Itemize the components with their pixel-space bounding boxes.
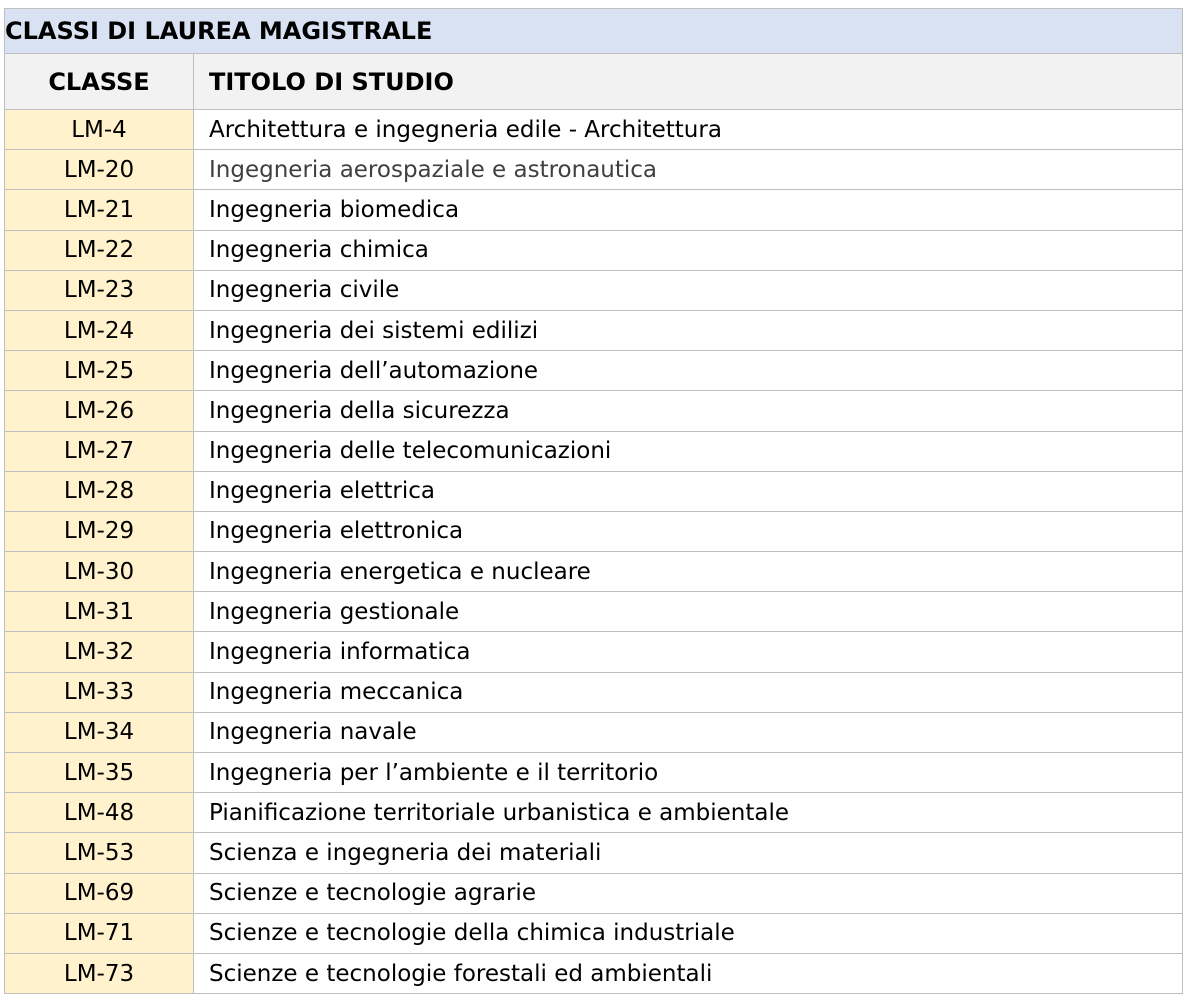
class-code: LM-4 bbox=[5, 110, 194, 150]
class-code: LM-26 bbox=[5, 391, 194, 431]
column-header-classe: CLASSE bbox=[5, 54, 194, 110]
table-row bbox=[5, 471, 1183, 511]
table-title-row bbox=[5, 9, 1183, 54]
class-code: LM-21 bbox=[5, 190, 194, 230]
class-code: LM-27 bbox=[5, 431, 194, 471]
class-code: LM-53 bbox=[5, 833, 194, 873]
class-code: LM-29 bbox=[5, 511, 194, 551]
degree-title: Ingegneria civile bbox=[194, 270, 1183, 310]
table-row bbox=[5, 230, 1183, 270]
degree-title: Scienze e tecnologie forestali ed ambientali bbox=[194, 953, 1183, 993]
degree-title: Ingegneria gestionale bbox=[194, 592, 1183, 632]
class-code: LM-23 bbox=[5, 270, 194, 310]
table-row bbox=[5, 511, 1183, 551]
table-row bbox=[5, 592, 1183, 632]
degree-title: Ingegneria delle telecomunicazioni bbox=[194, 431, 1183, 471]
class-code: LM-48 bbox=[5, 793, 194, 833]
class-code: LM-71 bbox=[5, 913, 194, 953]
degree-title: Ingegneria elettronica bbox=[194, 511, 1183, 551]
degree-title: Ingegneria aerospaziale e astronautica bbox=[194, 150, 1183, 190]
table-row bbox=[5, 552, 1183, 592]
class-code: LM-34 bbox=[5, 712, 194, 752]
class-code: LM-25 bbox=[5, 351, 194, 391]
table-row bbox=[5, 110, 1183, 150]
degree-title: Scienze e tecnologie agrarie bbox=[194, 873, 1183, 913]
class-code: LM-33 bbox=[5, 672, 194, 712]
class-code: LM-20 bbox=[5, 150, 194, 190]
table-row bbox=[5, 270, 1183, 310]
class-code: LM-32 bbox=[5, 632, 194, 672]
class-code: LM-24 bbox=[5, 310, 194, 350]
table-row bbox=[5, 632, 1183, 672]
class-code: LM-35 bbox=[5, 753, 194, 793]
table-row bbox=[5, 672, 1183, 712]
table-row bbox=[5, 833, 1183, 873]
table-row bbox=[5, 150, 1183, 190]
degree-title: Ingegneria della sicurezza bbox=[194, 391, 1183, 431]
column-header-row bbox=[5, 54, 1183, 110]
class-code: LM-73 bbox=[5, 953, 194, 993]
class-code: LM-28 bbox=[5, 471, 194, 511]
degree-title: Ingegneria biomedica bbox=[194, 190, 1183, 230]
table-row bbox=[5, 190, 1183, 230]
degree-title: Ingegneria informatica bbox=[194, 632, 1183, 672]
class-code: LM-31 bbox=[5, 592, 194, 632]
degree-title: Ingegneria energetica e nucleare bbox=[194, 552, 1183, 592]
class-code: LM-69 bbox=[5, 873, 194, 913]
table-row bbox=[5, 391, 1183, 431]
degree-title: Ingegneria meccanica bbox=[194, 672, 1183, 712]
table-row bbox=[5, 793, 1183, 833]
table-row bbox=[5, 431, 1183, 471]
table-row bbox=[5, 310, 1183, 350]
table-row bbox=[5, 913, 1183, 953]
degree-classes-table bbox=[4, 8, 1183, 994]
degree-title: Pianificazione territoriale urbanistica e ambientale bbox=[194, 793, 1183, 833]
column-header-titolo: TITOLO DI STUDIO bbox=[194, 54, 1183, 110]
degree-title: Ingegneria elettrica bbox=[194, 471, 1183, 511]
class-code: LM-22 bbox=[5, 230, 194, 270]
degree-title: Ingegneria chimica bbox=[194, 230, 1183, 270]
table-row bbox=[5, 953, 1183, 993]
table-row bbox=[5, 873, 1183, 913]
table-row bbox=[5, 351, 1183, 391]
table-row bbox=[5, 712, 1183, 752]
degree-title: Ingegneria dei sistemi edilizi bbox=[194, 310, 1183, 350]
degree-title: Scienze e tecnologie della chimica industriale bbox=[194, 913, 1183, 953]
table-row bbox=[5, 753, 1183, 793]
degree-title: Scienza e ingegneria dei materiali bbox=[194, 833, 1183, 873]
degree-title: Ingegneria dell’automazione bbox=[194, 351, 1183, 391]
degree-title: Ingegneria navale bbox=[194, 712, 1183, 752]
class-code: LM-30 bbox=[5, 552, 194, 592]
degree-title: Ingegneria per l’ambiente e il territorio bbox=[194, 753, 1183, 793]
degree-title: Architettura e ingegneria edile - Architettura bbox=[194, 110, 1183, 150]
table-title: CLASSI DI LAUREA MAGISTRALE bbox=[5, 9, 1183, 54]
